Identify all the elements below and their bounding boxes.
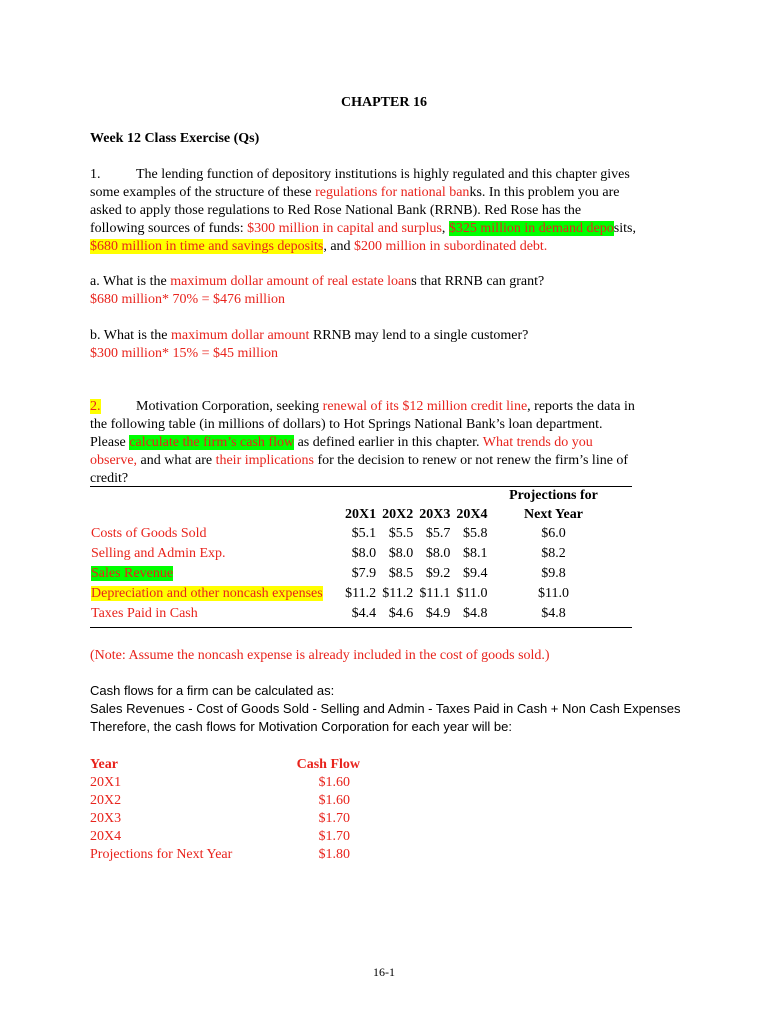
cashflow-value: $1.70 (318, 811, 350, 826)
table-header-row-2 (88, 505, 617, 524)
page-number: 16-1 (373, 965, 395, 979)
q2-line-4: observe, and what are their implications for the decision to renew or not renew the firm’s line of (90, 453, 629, 468)
cell-value: $5.7 (425, 526, 451, 541)
question-b (90, 327, 690, 363)
table-row (88, 564, 617, 584)
cashflow-value: $1.80 (318, 847, 350, 862)
cell-value: $11.2 (345, 586, 377, 601)
table-bottom-rule (90, 627, 632, 628)
question-1 (90, 166, 690, 256)
cell-value: $11.0 (456, 586, 488, 601)
cell-value: $5.8 (463, 526, 488, 541)
question-2 (90, 398, 690, 488)
column-header: 20X4 (456, 506, 488, 522)
table-row (88, 544, 617, 564)
cell-value: $8.5 (388, 566, 414, 581)
cell-value: $11.1 (419, 586, 451, 601)
question-a (90, 273, 690, 309)
cashflow-row (90, 828, 390, 846)
cell-value: $9.2 (425, 566, 451, 581)
column-header: 20X3 (419, 506, 451, 522)
cashflow-formula: Sales Revenues - Cost of Goods Sold - Selling and Admin - Taxes Paid in Cash + Non Cash Expenses (90, 701, 681, 716)
qb-question: b. What is the maximum dollar amount RRNB may lend to a single customer? (90, 328, 529, 343)
row-label: Sales Revenue (91, 566, 174, 581)
q1-line-5: $680 million in time and savings deposits, and $200 million in subordinated debt. (90, 239, 548, 254)
q1-line-2: some examples of the structure of these regulations for national banks. In this problem you are (90, 185, 620, 200)
column-header: 20X1 (345, 506, 377, 522)
cell-value: $4.9 (425, 606, 451, 621)
cashflow-row (90, 810, 390, 828)
cashflow-explanation (90, 682, 690, 736)
cell-value: $8.0 (351, 546, 377, 561)
cashflow-row (90, 774, 390, 792)
cell-value: $7.9 (351, 566, 377, 581)
cashflow-row (90, 846, 390, 864)
projection-value: $6.0 (541, 526, 566, 541)
row-label: Taxes Paid in Cash (91, 606, 198, 621)
cashflow-year: 20X1 (90, 775, 122, 790)
cell-value: $4.6 (388, 606, 414, 621)
cashflow-line-1: Cash flows for a firm can be calculated as: (90, 683, 335, 698)
cashflow-year: 20X2 (90, 793, 122, 808)
chapter-title: CHAPTER 16 (341, 95, 427, 110)
cashflow-line-3: Therefore, the cash flows for Motivation Corporation for each year will be: (90, 719, 512, 734)
qb-answer: $300 million* 15% = $45 million (90, 346, 278, 361)
row-label: Selling and Admin Exp. (91, 546, 226, 561)
projection-value: $11.0 (538, 586, 569, 601)
cell-value: $11.2 (382, 586, 414, 601)
note-text: (Note: Assume the noncash expense is already included in the cost of goods sold.) (90, 648, 550, 663)
cashflow-value: $1.60 (318, 775, 350, 790)
cashflow-header: Cash Flow (296, 757, 360, 772)
cell-value: $4.4 (351, 606, 377, 621)
q2-line-3: Please calculate the firm’s cash flow as defined earlier in this chapter. What trends do you (90, 435, 593, 450)
projection-header-line-2: Next Year (524, 506, 583, 522)
cashflow-year: 20X4 (90, 829, 122, 844)
cell-value: $4.8 (463, 606, 488, 621)
q1-line-1: 1. The lending function of depository institutions is highly regulated and this chapter gives (90, 167, 630, 182)
year-header: Year (90, 757, 118, 772)
cashflow-row (90, 792, 390, 810)
exercise-title: Week 12 Class Exercise (Qs) (90, 131, 260, 146)
projection-header-line-1: Projections for (509, 487, 598, 503)
table-row (88, 604, 617, 624)
cashflow-year: Projections for Next Year (90, 847, 233, 862)
cashflow-value: $1.70 (318, 829, 350, 844)
q2-line-5: credit? (90, 471, 129, 486)
table-row (88, 524, 617, 544)
projection-value: $9.8 (541, 566, 566, 581)
table-header-row-1 (88, 486, 617, 505)
column-header: 20X2 (382, 506, 414, 522)
cashflow-year: 20X3 (90, 811, 122, 826)
cell-value: $9.4 (463, 566, 488, 581)
q1-line-3: asked to apply those regulations to Red Rose National Bank (RRNB). Red Rose has the (90, 203, 582, 218)
qa-question: a. What is the maximum dollar amount of real estate loans that RRNB can grant? (90, 274, 545, 289)
row-label: Costs of Goods Sold (91, 526, 207, 541)
cell-value: $8.0 (388, 546, 414, 561)
q1-line-4: following sources of funds: $300 million in capital and surplus, $325 million in demand deposits, (90, 221, 636, 236)
cell-value: $8.1 (463, 546, 488, 561)
projection-value: $4.8 (541, 606, 566, 621)
table-row (88, 584, 617, 604)
cell-value: $5.5 (388, 526, 414, 541)
cell-value: $5.1 (351, 526, 377, 541)
cashflow-value: $1.60 (318, 793, 350, 808)
q2-line-1: 2. Motivation Corporation, seeking renewal of its $12 million credit line, reports the data in (90, 399, 635, 414)
financial-data-table (88, 486, 617, 624)
projection-value: $8.2 (541, 546, 566, 561)
qa-answer: $680 million* 70% = $476 million (90, 292, 285, 307)
cashflow-header-row (90, 756, 390, 774)
cell-value: $8.0 (425, 546, 451, 561)
q2-line-2: the following table (in millions of dollars) to Hot Springs National Bank’s loan department. (90, 417, 603, 432)
row-label: Depreciation and other noncash expenses (91, 586, 323, 601)
